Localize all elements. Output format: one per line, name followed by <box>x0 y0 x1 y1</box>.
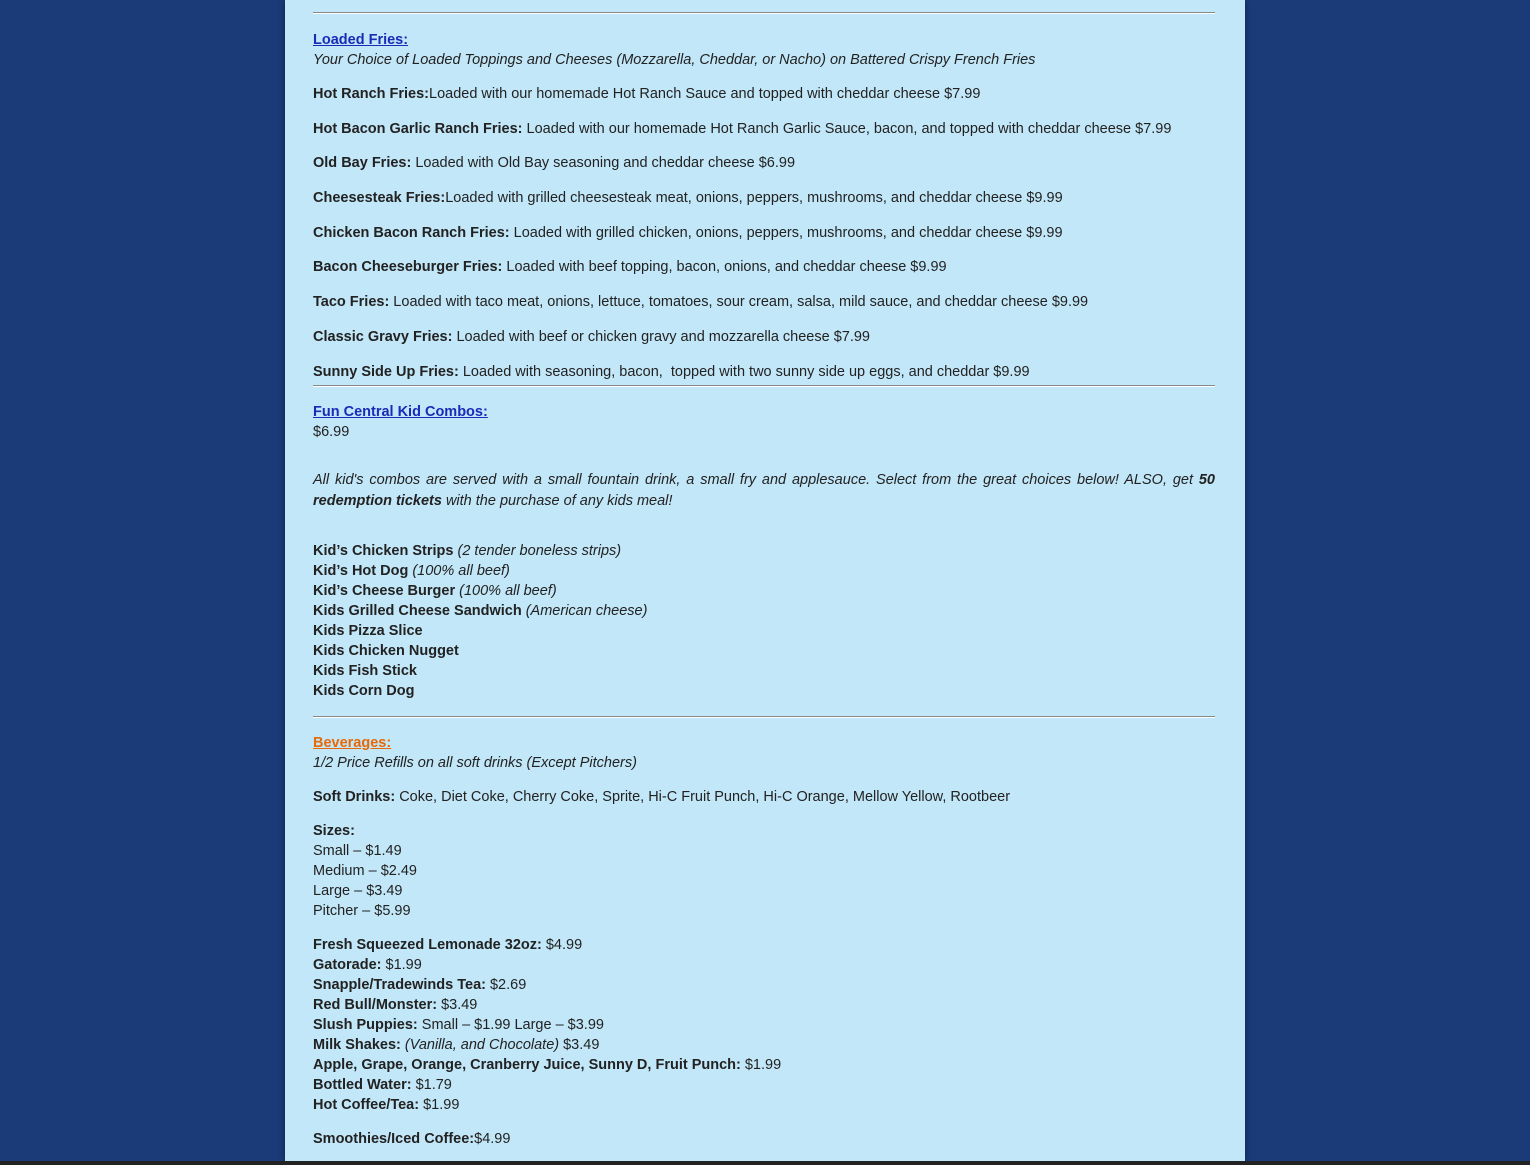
kid-combos-price: $6.99 <box>313 423 350 440</box>
fries-item-desc: Loaded with beef or chicken gravy and mozzarella cheese $7.99 <box>452 328 870 345</box>
fries-item-name: Classic Gravy Fries: <box>313 328 453 345</box>
beverage-name: Gatorade: <box>313 956 382 973</box>
kid-combo-name: Kid’s Cheese Burger <box>313 582 456 599</box>
fries-item-desc: Loaded with our homemade Hot Ranch Sauce and topped with cheddar cheese $7.99 <box>429 86 981 102</box>
fries-item-desc: Loaded with our homemade Hot Ranch Garlic Sauce, bacon, and topped with cheddar cheese $7.99 <box>522 120 1172 137</box>
beverage-name: Milk Shakes: <box>313 1036 401 1053</box>
fries-item-desc: Loaded with grilled chicken, onions, peppers, mushrooms, and cheddar cheese $9.99 <box>509 224 1063 241</box>
beverage-name: Bottled Water: <box>313 1076 412 1093</box>
kid-combos-note-bold: 50 redemption tickets <box>313 472 1215 509</box>
beverage-price: $2.69 <box>485 976 527 993</box>
smoothies-price: $4.99 <box>474 1130 511 1147</box>
beverage-item <box>313 995 1215 1015</box>
bottom-bar <box>0 1161 1530 1165</box>
beverage-price: $1.99 <box>419 1096 460 1113</box>
fries-item-name: Chicken Bacon Ranch Fries: <box>313 224 510 241</box>
fries-item <box>313 257 1215 277</box>
fries-item <box>313 362 1215 382</box>
beverage-price: $1.99 <box>740 1056 782 1073</box>
fries-item-name: Hot Bacon Garlic Ranch Fries: <box>313 120 523 137</box>
beverage-detail: (Vanilla, and Chocolate) <box>400 1036 560 1053</box>
beverage-item <box>313 1055 1215 1075</box>
soft-drinks-list: Coke, Diet Coke, Cherry Coke, Sprite, Hi-C Fruit Punch, Hi-C Orange, Mellow Yellow, Rootbeer <box>395 788 1011 805</box>
beverage-price: Small – $1.99 Large – $3.99 <box>417 1016 604 1033</box>
size-item: Large – $3.49 <box>313 882 403 899</box>
beverage-name: Slush Puppies: <box>313 1016 418 1033</box>
beverage-item <box>313 955 1215 975</box>
beverage-item <box>313 935 1215 955</box>
fries-item <box>313 292 1215 312</box>
beverage-price: $3.49 <box>559 1036 600 1053</box>
size-item: Medium – $2.49 <box>313 862 417 879</box>
kid-combo-detail: (100% all beef) <box>455 582 557 599</box>
loaded-fries-section <box>313 30 1215 382</box>
kid-combo-name: Kids Grilled Cheese Sandwich <box>313 602 522 619</box>
beverage-price: $4.99 <box>541 936 583 953</box>
kid-combo-item <box>313 621 1215 641</box>
beverage-item <box>313 975 1215 995</box>
beverage-price: $1.99 <box>381 956 422 973</box>
kid-combo-item <box>313 601 1215 621</box>
beverage-name: Fresh Squeezed Lemonade 32oz: <box>313 936 542 953</box>
kid-combo-name: Kids Corn Dog <box>313 682 415 699</box>
sizes-label: Sizes: <box>313 822 355 839</box>
loaded-fries-subtitle: Your Choice of Loaded Toppings and Cheeses (Mozzarella, Cheddar, or Nacho) on Battered Crispy French Fries <box>313 52 1036 68</box>
fries-item-desc: Loaded with beef topping, bacon, onions, and cheddar cheese $9.99 <box>502 259 947 276</box>
beverage-name: Snapple/Tradewinds Tea: <box>313 976 486 993</box>
beverage-item <box>313 1095 1215 1115</box>
kid-combo-item <box>313 681 1215 701</box>
kid-combo-item <box>313 561 1215 581</box>
beverage-name: Hot Coffee/Tea: <box>313 1096 420 1113</box>
refill-note: 1/2 Price Refills on all soft drinks (Except Pitchers) <box>313 754 637 771</box>
fries-item-name: Cheesesteak Fries: <box>313 190 446 207</box>
sizes-list <box>313 841 1215 921</box>
beverage-item <box>313 1075 1215 1095</box>
fries-item-desc: Loaded with taco meat, onions, lettuce, tomatoes, sour cream, salsa, mild sauce, and cheddar cheese $9.99 <box>389 294 1089 311</box>
fries-item-name: Taco Fries: <box>313 294 390 311</box>
kid-combo-detail: (100% all beef) <box>408 562 510 579</box>
size-item: Pitcher – $5.99 <box>313 902 411 919</box>
kid-combo-detail: (American cheese) <box>521 602 648 619</box>
kid-combos-note-end: with the purchase of any kids meal! <box>441 493 673 509</box>
fries-item-name: Hot Ranch Fries: <box>313 86 430 102</box>
beverage-name: Apple, Grape, Orange, Cranberry Juice, Sunny D, Fruit Punch: <box>313 1056 741 1073</box>
kid-combos-section <box>313 402 1215 701</box>
loaded-fries-list <box>313 84 1215 382</box>
soft-drinks-label: Soft Drinks: <box>313 788 396 805</box>
kid-combo-item <box>313 541 1215 561</box>
loaded-fries-heading[interactable]: Loaded Fries: <box>313 32 409 48</box>
fries-item <box>313 223 1215 243</box>
fries-item-name: Sunny Side Up Fries: <box>313 363 459 380</box>
fries-item-name: Bacon Cheeseburger Fries: <box>313 259 503 276</box>
beverage-item <box>313 1035 1215 1055</box>
beverage-name: Red Bull/Monster: <box>313 996 438 1013</box>
beverages-section <box>313 733 1215 1149</box>
kid-combos-list <box>313 541 1215 701</box>
fries-item <box>313 188 1215 208</box>
smoothies-line <box>313 1129 1215 1149</box>
smoothies-label: Smoothies/Iced Coffee: <box>313 1130 475 1147</box>
kid-combos-note <box>313 470 1215 512</box>
kid-combo-item <box>313 661 1215 681</box>
kid-combos-note-start: All kid's combos are served with a small fountain drink, a small fry and applesauce. Select from the great choices below! ALSO, get <box>313 472 1199 488</box>
soft-drinks-line <box>313 787 1215 807</box>
size-item: Small – $1.49 <box>313 842 402 859</box>
kid-combo-name: Kids Pizza Slice <box>313 622 423 639</box>
beverage-price: $1.79 <box>411 1076 452 1093</box>
kid-combo-name: Kids Fish Stick <box>313 662 417 679</box>
fries-item <box>313 153 1215 173</box>
fries-item <box>313 327 1215 347</box>
beverages-heading[interactable]: Beverages: <box>313 734 392 751</box>
kid-combo-item <box>313 641 1215 661</box>
kid-combo-item <box>313 581 1215 601</box>
kid-combo-name: Kid’s Chicken Strips <box>313 542 454 559</box>
menu-page <box>285 0 1245 1161</box>
fries-item-desc: Loaded with Old Bay seasoning and cheddar cheese $6.99 <box>411 155 796 172</box>
fries-item-desc: Loaded with grilled cheesesteak meat, onions, peppers, mushrooms, and cheddar cheese $9.99 <box>445 190 1063 207</box>
kid-combo-name: Kids Chicken Nugget <box>313 642 459 659</box>
kid-combos-heading[interactable]: Fun Central Kid Combos: <box>313 403 488 420</box>
beverage-list <box>313 935 1215 1115</box>
kid-combo-name: Kid’s Hot Dog <box>313 562 409 579</box>
fries-item <box>313 119 1215 139</box>
beverage-item <box>313 1015 1215 1035</box>
fries-item-name: Old Bay Fries: <box>313 155 412 172</box>
fries-item-desc: Loaded with seasoning, bacon, topped with two sunny side up eggs, and cheddar $9.99 <box>458 363 1030 380</box>
fries-item <box>313 84 1215 104</box>
beverage-price: $3.49 <box>437 996 478 1013</box>
menu-content <box>313 0 1215 1149</box>
kid-combo-detail: (2 tender boneless strips) <box>453 542 622 559</box>
